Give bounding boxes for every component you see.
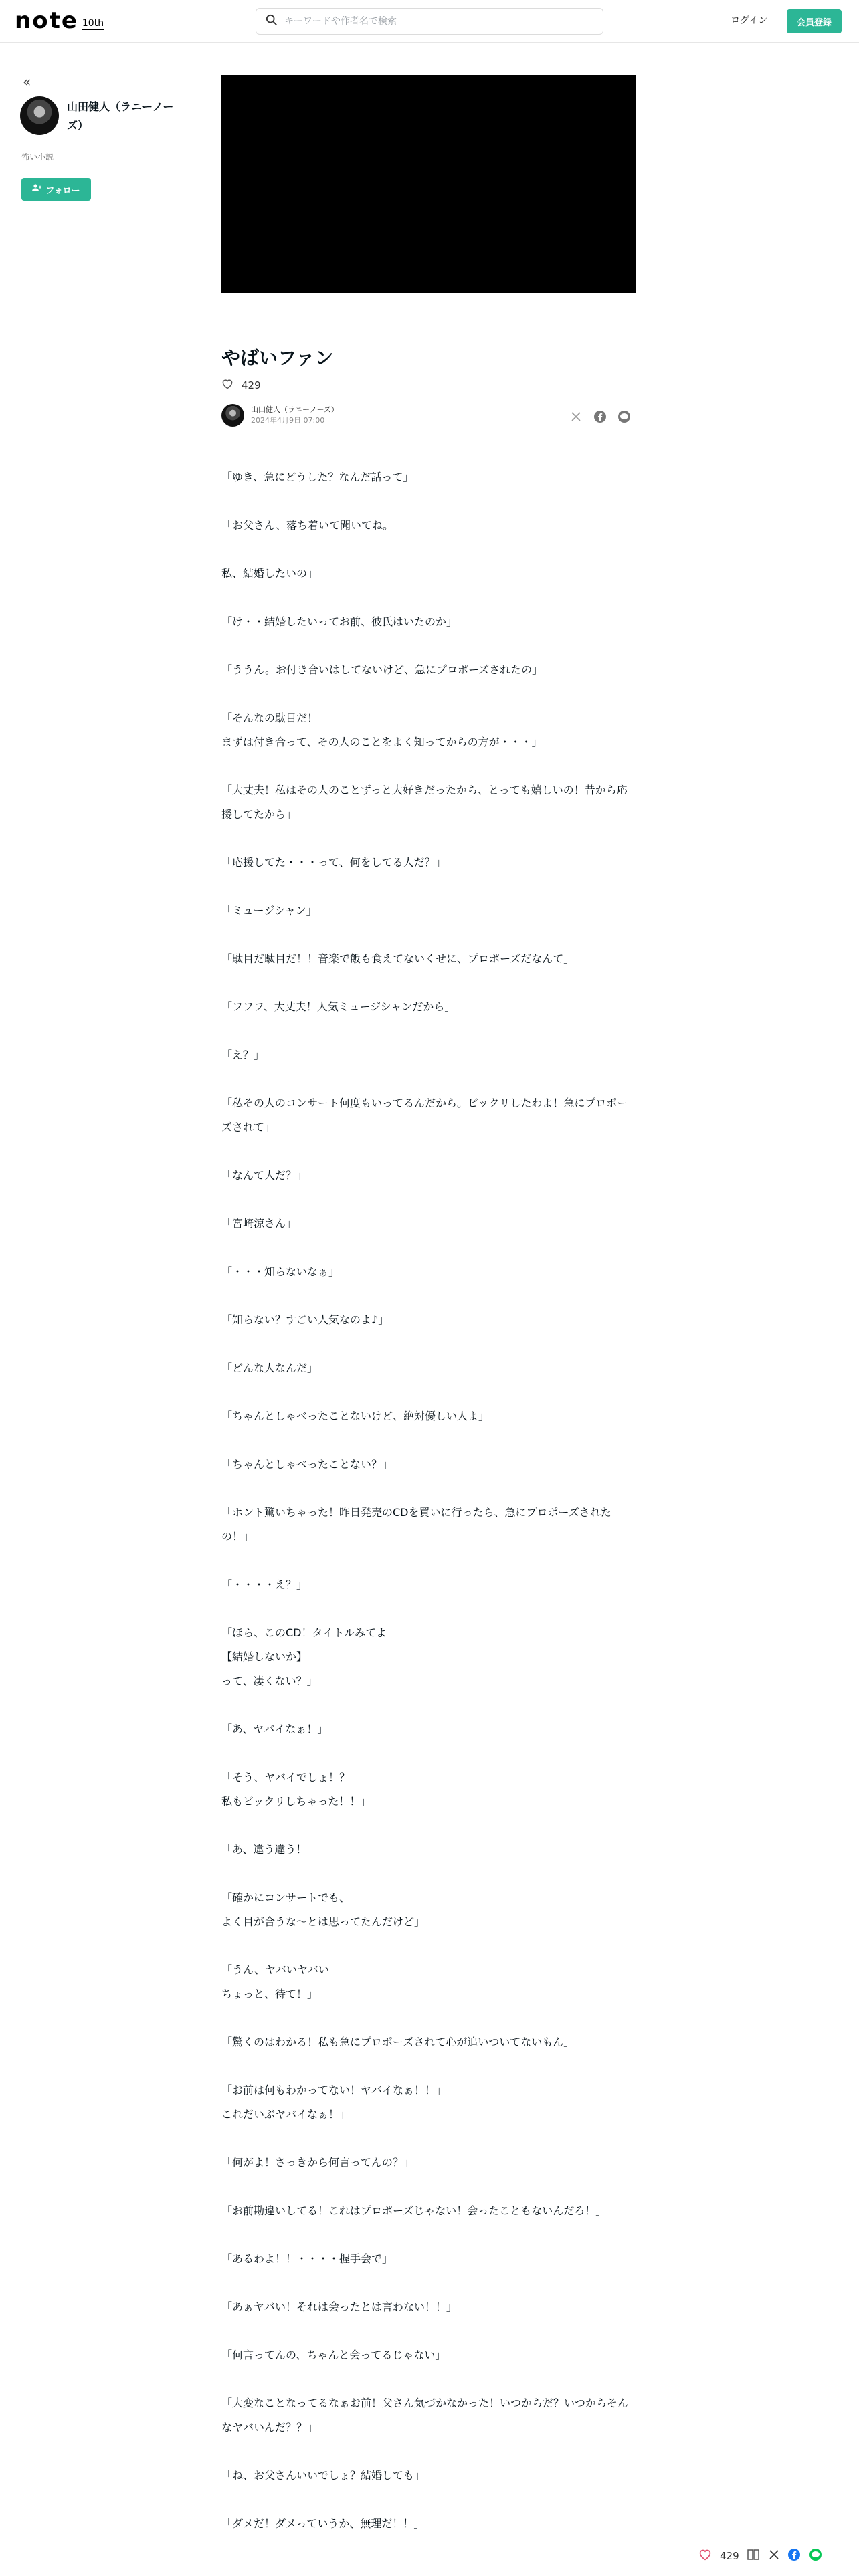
x-share-icon[interactable] xyxy=(569,409,583,424)
paragraph: 「大丈夫！私はその人のことずっと大好きだったから、とっても嬉しいの！昔から応援してたから」 xyxy=(221,784,628,821)
bottom-action-bar xyxy=(698,2548,822,2564)
logo-anniversary-badge: 10th xyxy=(82,18,104,29)
paragraph: 「なんて人だ？」 xyxy=(221,1169,308,1182)
follow-label: フォロー xyxy=(45,185,80,196)
magazine-add-icon[interactable] xyxy=(747,2549,761,2563)
facebook-share-icon[interactable] xyxy=(593,409,607,424)
paragraph: 「ね、お父さんいいでしょ？結婚しても」 xyxy=(221,2469,425,2482)
line-share-icon[interactable] xyxy=(617,409,632,424)
paragraph: 「うん、ヤバいヤバい ちょっと、待て！」 xyxy=(221,1963,329,2000)
paragraph: 「ほら、このCD！タイトルみてよ 【結婚しないか】 って、凄くない？」 xyxy=(221,1626,387,1687)
signup-button[interactable]: 会員登録 xyxy=(787,9,842,33)
paragraph: 「ミュージシャン」 xyxy=(221,904,317,917)
logo-text: note xyxy=(15,7,78,34)
collapse-sidebar-icon[interactable]: « xyxy=(23,74,31,90)
publish-date: 2024年4月9日 07:00 xyxy=(251,416,325,425)
like-area[interactable] xyxy=(221,379,261,392)
article-body xyxy=(221,465,636,2560)
paragraph: 「大変なことなってるなぁお前！父さん気づかなかった！いつからだ？いつからそんなヤバいんだ？？」 xyxy=(221,2397,629,2434)
byline-avatar[interactable] xyxy=(221,404,244,427)
paragraph: 「ちゃんとしゃべったことない？」 xyxy=(221,1458,393,1471)
paragraph: 「え？」 xyxy=(221,1049,265,1061)
byline-author[interactable]: 山田健人（ラニーノーズ） xyxy=(251,405,339,414)
paragraph: 「ゆき、急にどうした？なんだ話って」 xyxy=(221,471,414,484)
paragraph: 「そんなの駄目だ！ まずは付き合って、その人のことをよく知ってからの方が・・・」 xyxy=(221,712,543,748)
paragraph: 「・・・・え？」 xyxy=(221,1578,308,1591)
paragraph: 「ホント驚いちゃった！昨日発売のCDを買いに行ったら、急にプロポーズされたの！」 xyxy=(221,1506,611,1543)
user-plus-icon xyxy=(32,184,41,195)
paragraph: 「あぁヤバい！それは会ったとは言わない！！」 xyxy=(221,2300,457,2313)
search-bar[interactable] xyxy=(256,8,603,35)
paragraph: 「お前勘違いしてる！これはプロポーズじゃない！会ったこともないんだろ！」 xyxy=(221,2204,607,2217)
paragraph: 「あ、違う違う！」 xyxy=(221,1843,318,1856)
bottom-heart-icon[interactable] xyxy=(698,2549,712,2563)
bottom-like-count: 429 xyxy=(720,2550,739,2562)
paragraph: 「け・・結婚したいってお前、彼氏はいたのか」 xyxy=(221,615,458,628)
search-icon xyxy=(266,14,278,29)
paragraph: 「ダメだ！ダメっていうか、無理だ！！」 xyxy=(221,2517,425,2530)
paragraph: 「確かにコンサートでも、 よく目が合うな〜とは思ってたんだけど」 xyxy=(221,1891,425,1928)
paragraph: 「何がよ！さっきから何言ってんの？」 xyxy=(221,2156,415,2169)
paragraph: 「応援してた・・・って、何をしてる人だ？」 xyxy=(221,856,446,869)
paragraph: 「私その人のコンサート何度もいってるんだから。ビックリしたわよ！急にプロポーズされて」 xyxy=(221,1097,628,1134)
author-avatar[interactable] xyxy=(20,96,59,135)
bottom-facebook-share-icon[interactable] xyxy=(787,2548,801,2564)
heart-icon[interactable] xyxy=(221,379,233,392)
paragraph: 「驚くのはわかる！私も急にプロポーズされて心が追いついてないもん」 xyxy=(221,2036,575,2048)
hero-image xyxy=(221,75,636,293)
bottom-line-share-icon[interactable] xyxy=(809,2548,822,2564)
login-link[interactable]: ログイン xyxy=(731,15,768,26)
paragraph: 「宮崎涼さん」 xyxy=(221,1217,297,1230)
paragraph: 「知らない？すごい人気なのよ♪」 xyxy=(221,1313,389,1326)
note-logo[interactable] xyxy=(15,9,104,32)
paragraph: 「駄目だ駄目だ！！音楽で飯も食えてないくせに、プロポーズだなんて」 xyxy=(221,952,575,965)
paragraph: 「・・・知らないなぁ」 xyxy=(221,1265,340,1278)
paragraph: 「そう、ヤバイでしょ！？ 私もビックリしちゃった！！」 xyxy=(221,1771,371,1808)
bottom-x-share-icon[interactable] xyxy=(769,2549,779,2563)
author-description: 怖い小説 xyxy=(21,152,54,162)
follow-button[interactable] xyxy=(21,178,91,201)
paragraph: 「お父さん、落ち着いて聞いてね。 xyxy=(221,519,393,532)
author-card[interactable] xyxy=(20,96,174,135)
like-count: 429 xyxy=(242,379,261,391)
search-input[interactable] xyxy=(284,16,592,27)
paragraph: 「何言ってんの、ちゃんと会ってるじゃない」 xyxy=(221,2349,446,2361)
share-buttons xyxy=(569,409,632,424)
paragraph: 「フフフ、大丈夫！人気ミュージシャンだから」 xyxy=(221,1000,456,1013)
header xyxy=(0,0,859,43)
paragraph: 「お前は何もわかってない！ヤバイなぁ！！」 これだいぶヤバイなぁ！」 xyxy=(221,2084,447,2121)
paragraph: 「どんな人なんだ」 xyxy=(221,1362,318,1374)
paragraph: 「あ、ヤバイなぁ！」 xyxy=(221,1723,328,1735)
paragraph: 私、結婚したいの」 xyxy=(221,567,318,580)
paragraph: 「ちゃんとしゃべったことないけど、絶対優しい人よ」 xyxy=(221,1410,490,1422)
article-title: やばいファン xyxy=(221,347,334,369)
byline[interactable] xyxy=(221,404,339,427)
paragraph: 「ううん。お付き合いはしてないけど、急にプロポーズされたの」 xyxy=(221,663,543,676)
author-name[interactable]: 山田健人（ラニーノーズ） xyxy=(67,100,174,132)
paragraph: 「あるわよ！！・・・・握手会で」 xyxy=(221,2252,393,2265)
